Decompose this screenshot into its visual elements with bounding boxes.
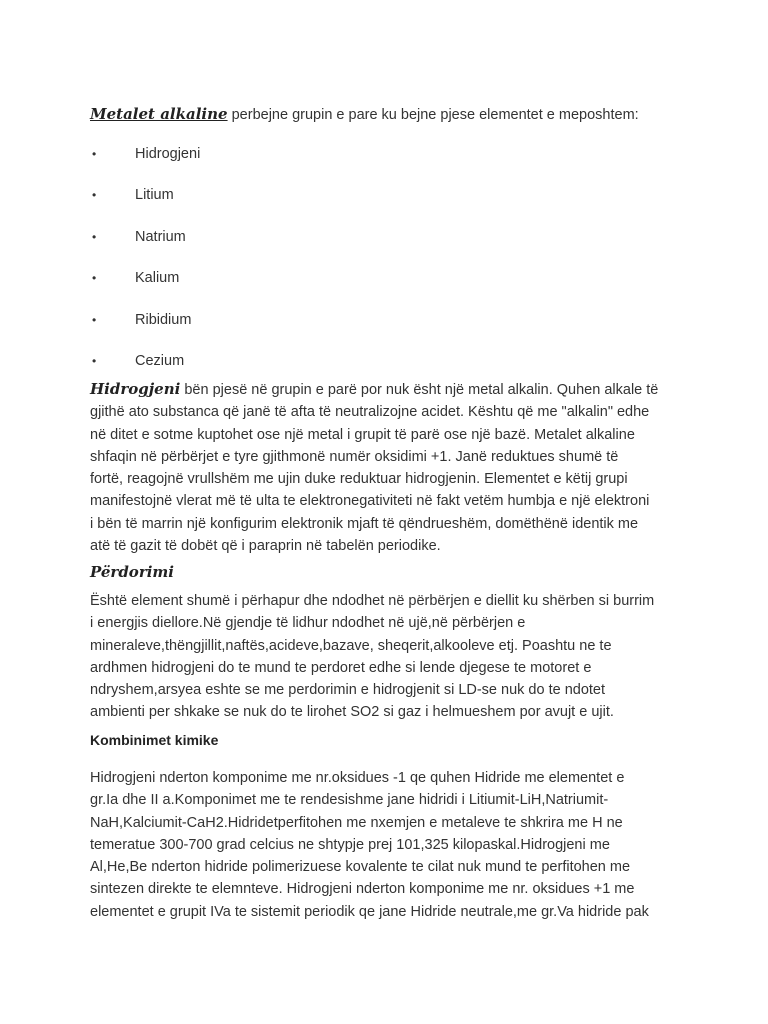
- perdorimi-heading: Përdorimi: [90, 563, 174, 581]
- paragraph-line: gr.Ia dhe II a.Komponimet me te rendesishme jane hidridi i Litiumit-LiH,Natriumit-: [90, 792, 609, 809]
- paragraph-line: ndryshem,arsyea eshte se me perdorimin e hidrogjenit si LD-se nuk do te ndotet: [90, 682, 606, 699]
- paragraph-line: elementet e grupit IVa te sistemit periodik qe jane Hidride neutrale,me gr.Va hidride pak: [90, 903, 649, 920]
- list-item-label: Cezium: [135, 353, 185, 369]
- intro-line: [90, 104, 639, 125]
- hidrogjeni-paragraph: [90, 378, 690, 557]
- paragraph-line: shfaqin në përbërjet e tyre gjithmonë numër oksidimi +1. Janë reduktues shumë të: [90, 448, 619, 465]
- paragraph-text: bën pjesë në grupin e parë por nuk ësht një metal alkalin. Quhen alkale të: [180, 382, 659, 398]
- paragraph-line: gjithë ato substanca që janë të afta të neutralizojne acidet. Kështu që me "alkalin" edhe: [90, 404, 650, 421]
- paragraph-line: Al,He,Be nderton hidride polimerizuese kovalente te cilat nuk mund te perfitohen me: [90, 859, 631, 876]
- kombinimet-heading: Kombinimet kimike: [90, 732, 219, 748]
- paragraph-line: temeratue 300-700 grad celcius ne shtypje prej 101,325 kilopaskal.Hidrogjeni me: [90, 836, 610, 853]
- list-item-label: Ribidium: [135, 312, 192, 328]
- bullet-icon: •: [92, 354, 97, 368]
- paragraph-line: mineraleve,thëngjillit,naftës,acideve,bazave, sheqerit,alkooleve etj. Poashtu ne te: [90, 637, 612, 654]
- bullet-icon: •: [92, 271, 97, 285]
- paragraph-line: i bën të marrin një konfigurim elektronik mjaft të qëndrueshëm, domëthënë identik me: [90, 515, 639, 532]
- bullet-icon: •: [92, 230, 97, 244]
- paragraph-line: ambienti per shkake se nuk do te lirohet SO2 si gaz i helmueshem por avujt e ujit.: [90, 704, 614, 721]
- paragraph-line: në ditet e sotme kuptohet ose një metal i grupit të parë ose një bazë. Metalet alkaline: [90, 426, 635, 443]
- paragraph-line: sintezen direkte te elemnteve. Hidrogjeni nderton komponime me nr. oksidues +1 me: [90, 881, 635, 898]
- bullet-icon: •: [92, 313, 97, 327]
- intro-title: Metalet alkaline: [90, 105, 228, 123]
- paragraph-line: fortë, reagojnë vrullshëm me ujin duke reduktuar hidrogjenin. Elementet e këtij grupi: [90, 471, 628, 488]
- paragraph-line: Hidrogjeni nderton komponime me nr.oksidues -1 qe quhen Hidride me elementet e: [90, 770, 625, 786]
- bullet-icon: •: [92, 188, 97, 202]
- paragraph-line: Është element shumë i përhapur dhe ndodhet në përbërjen e diellit ku shërben si burrim: [90, 593, 655, 609]
- bullet-icon: •: [92, 147, 97, 161]
- list-item-label: Kalium: [135, 270, 180, 286]
- list-item-label: Litium: [135, 187, 174, 203]
- paragraph-line: [90, 378, 690, 401]
- kombinimet-paragraph: [90, 767, 690, 923]
- paragraph-line: ardhmen hidrogjeni do te mund te perdoret edhe si lende djegese te motoret e: [90, 659, 592, 676]
- paragraph-line: manifestojnë vlerat më të ulta te elektronegativiteti në fakt vetëm humbja e një elektroni: [90, 493, 650, 510]
- list-item-label: Hidrogjeni: [135, 146, 201, 162]
- intro-text: perbejne grupin e pare ku bejne pjese elementet e meposhtem:: [227, 107, 639, 123]
- hidrogjeni-title: Hidrogjeni: [90, 380, 181, 398]
- list-item-label: Natrium: [135, 229, 186, 245]
- paragraph-line: NaH,Kalciumit-CaH2.Hidridetperfitohen me nxemjen e metaleve te shkrira me H ne: [90, 814, 623, 831]
- perdorimi-paragraph: [90, 590, 690, 724]
- paragraph-line: i energjis diellore.Në gjendje të lidhur ndodhet në ujë,në përbërjen e: [90, 615, 526, 632]
- paragraph-line: atë të gazit të dobët që i paraprin në tabelën periodike.: [90, 538, 441, 555]
